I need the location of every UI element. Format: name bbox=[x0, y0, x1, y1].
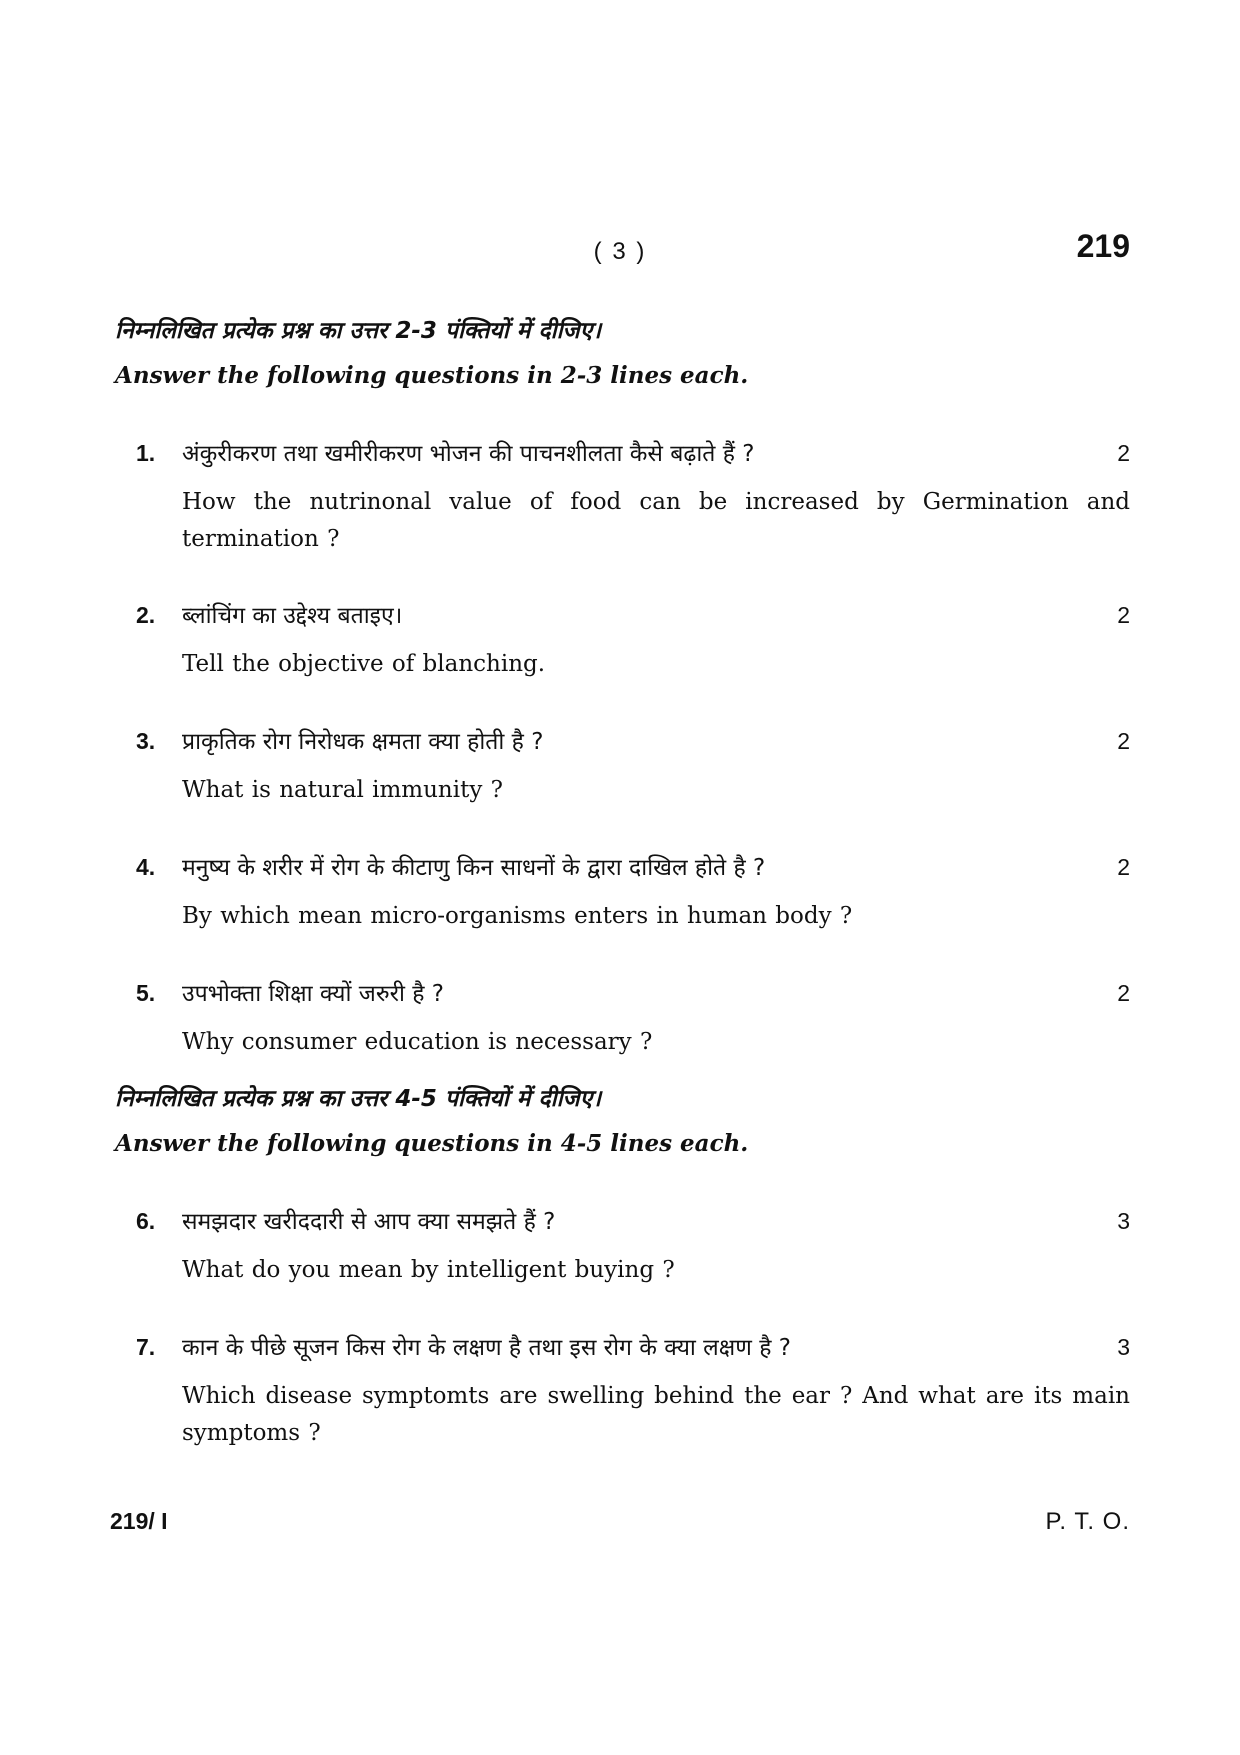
footer-paper-code: 219/ I bbox=[110, 1508, 168, 1534]
paper-code-header: 219 bbox=[1076, 228, 1130, 264]
question-text-english: What do you mean by intelligent buying ? bbox=[182, 1257, 675, 1283]
question-text-english: By which mean micro-organisms enters in human body ? bbox=[182, 903, 853, 929]
question-marks: 3 bbox=[1117, 1208, 1130, 1234]
question-text-hindi: उपभोक्ता शिक्षा क्यों जरुरी है ? bbox=[182, 981, 444, 1007]
question-marks: 2 bbox=[1117, 854, 1130, 880]
question-marks: 3 bbox=[1117, 1334, 1130, 1360]
question-number: 6. bbox=[136, 1208, 156, 1234]
question-number: 4. bbox=[136, 854, 156, 880]
page-number: ( 3 ) bbox=[593, 238, 647, 265]
question-text-english: Why consumer education is necessary ? bbox=[182, 1029, 653, 1055]
question-text-hindi: मनुष्य के शरीर में रोग के कीटाणु किन साधनों के द्वारा दाखिल होते है ? bbox=[182, 855, 766, 881]
question-marks: 2 bbox=[1117, 728, 1130, 754]
question-text-hindi: समझदार खरीददारी से आप क्या समझते हैं ? bbox=[182, 1209, 556, 1235]
question-item bbox=[136, 850, 1130, 935]
question-number: 5. bbox=[136, 980, 156, 1006]
question-text-hindi: कान के पीछे सूजन किस रोग के लक्षण है तथा इस रोग के क्या लक्षण है ? bbox=[182, 1335, 791, 1361]
question-item bbox=[136, 598, 1130, 683]
section-instruction-english: Answer the following questions in 2-3 lines each. bbox=[115, 362, 749, 389]
footer-pto: P. T. O. bbox=[1045, 1508, 1130, 1535]
question-marks: 2 bbox=[1117, 602, 1130, 628]
question-text-english: Tell the objective of blanching. bbox=[182, 651, 546, 677]
question-item bbox=[136, 976, 1130, 1061]
question-text-english: What is natural immunity ? bbox=[182, 777, 503, 803]
question-number: 1. bbox=[136, 440, 156, 466]
question-number: 2. bbox=[136, 602, 156, 628]
question-item bbox=[136, 1330, 1130, 1452]
question-marks: 2 bbox=[1117, 980, 1130, 1006]
question-text-hindi: प्राकृतिक रोग निरोधक क्षमता क्या होती है ? bbox=[182, 729, 544, 755]
question-item bbox=[136, 1204, 1130, 1289]
question-text-hindi: अंकुरीकरण तथा खमीरीकरण भोजन की पाचनशीलता कैसे बढ़ाते हैं ? bbox=[182, 441, 755, 467]
question-text-english: How the nutrinonal value of food can be increased by Germination and termination ? bbox=[182, 489, 1130, 552]
section-instruction-english: Answer the following questions in 4-5 lines each. bbox=[115, 1130, 749, 1157]
question-number: 7. bbox=[136, 1334, 156, 1360]
section-instruction-hindi: निम्नलिखित प्रत्येक प्रश्न का उत्तर 4-5 पंक्तियों में दीजिए। bbox=[115, 1086, 602, 1112]
question-text-hindi: ब्लांचिंग का उद्देश्य बताइए। bbox=[182, 603, 403, 629]
section-instruction-hindi: निम्नलिखित प्रत्येक प्रश्न का उत्तर 2-3 पंक्तियों में दीजिए। bbox=[115, 318, 602, 344]
question-number: 3. bbox=[136, 728, 156, 754]
question-text-english: Which disease symptomts are swelling behind the ear ? And what are its main symptoms ? bbox=[182, 1383, 1130, 1446]
question-item bbox=[136, 436, 1130, 558]
question-item bbox=[136, 724, 1130, 809]
question-marks: 2 bbox=[1117, 440, 1130, 466]
